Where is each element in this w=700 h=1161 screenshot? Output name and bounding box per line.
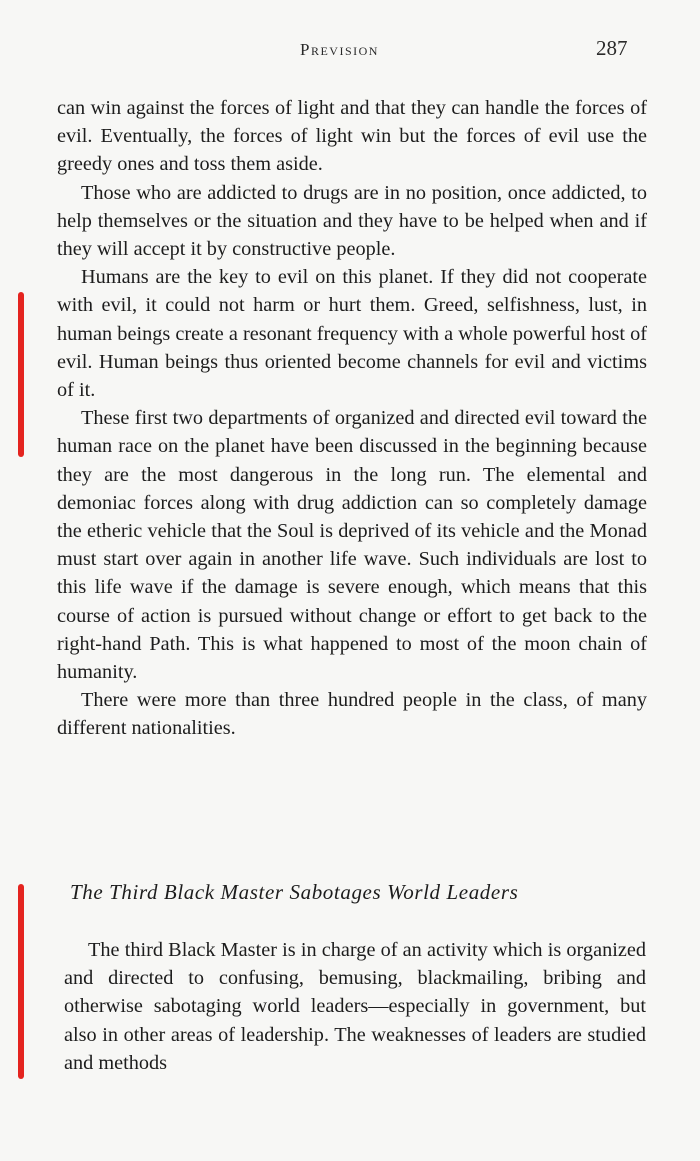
running-title: Prevision — [300, 40, 379, 59]
paragraph-humans-key: Humans are the key to evil on this planet. If they did not cooperate with evil, it could not harm or hurt them. Greed, selfishness, lust, in human beings create a resonant frequency with a whole powerful host of evil. Human beings thus oriented become channels for evil and victims of it. — [57, 266, 647, 402]
paragraph-continued: can win against the forces of light and that they can handle the forces of evil. Eventually, the forces of light win but the forces of evil use the greedy ones and toss them aside. — [57, 97, 647, 176]
page-number: 287 — [596, 36, 628, 60]
section-body — [64, 936, 646, 1077]
paragraph-drugs: Those who are addicted to drugs are in no position, once addicted, to help themselves or the situation and they have to be helped when and if they will accept it by constructive people. — [57, 181, 647, 261]
margin-highlight-marker — [18, 292, 24, 457]
paragraph-third-black-master: The third Black Master is in charge of an activity which is organized and directed to confusing, bemusing, blackmailing, bribing and otherwise sabotaging world leaders—especially in government, but also in other areas of leadership. The weaknesses of leaders are studied and methods — [64, 939, 646, 1074]
body-text — [57, 94, 647, 743]
margin-highlight-marker — [18, 884, 24, 1079]
paragraph-departments: These first two departments of organized and directed evil toward the human race on the planet have been discussed in the beginning because they are the most dangerous in the long run. The elemental and demoniac forces along with drug addiction can so completely damage the etheric vehicle that the Soul is deprived of its vehicle and the Monad must start over again in another life wave. Such individuals are lost to this life wave if the damage is severe enough, which means that this course of action is pursued without change or effort to get back to the right-hand Path. This is what happened to most of the moon chain of humanity. — [57, 407, 647, 684]
paragraph-class: There were more than three hundred people in the class, of many different nationalities. — [57, 689, 647, 740]
section-heading: The Third Black Master Sabotages World Leaders — [70, 880, 519, 904]
